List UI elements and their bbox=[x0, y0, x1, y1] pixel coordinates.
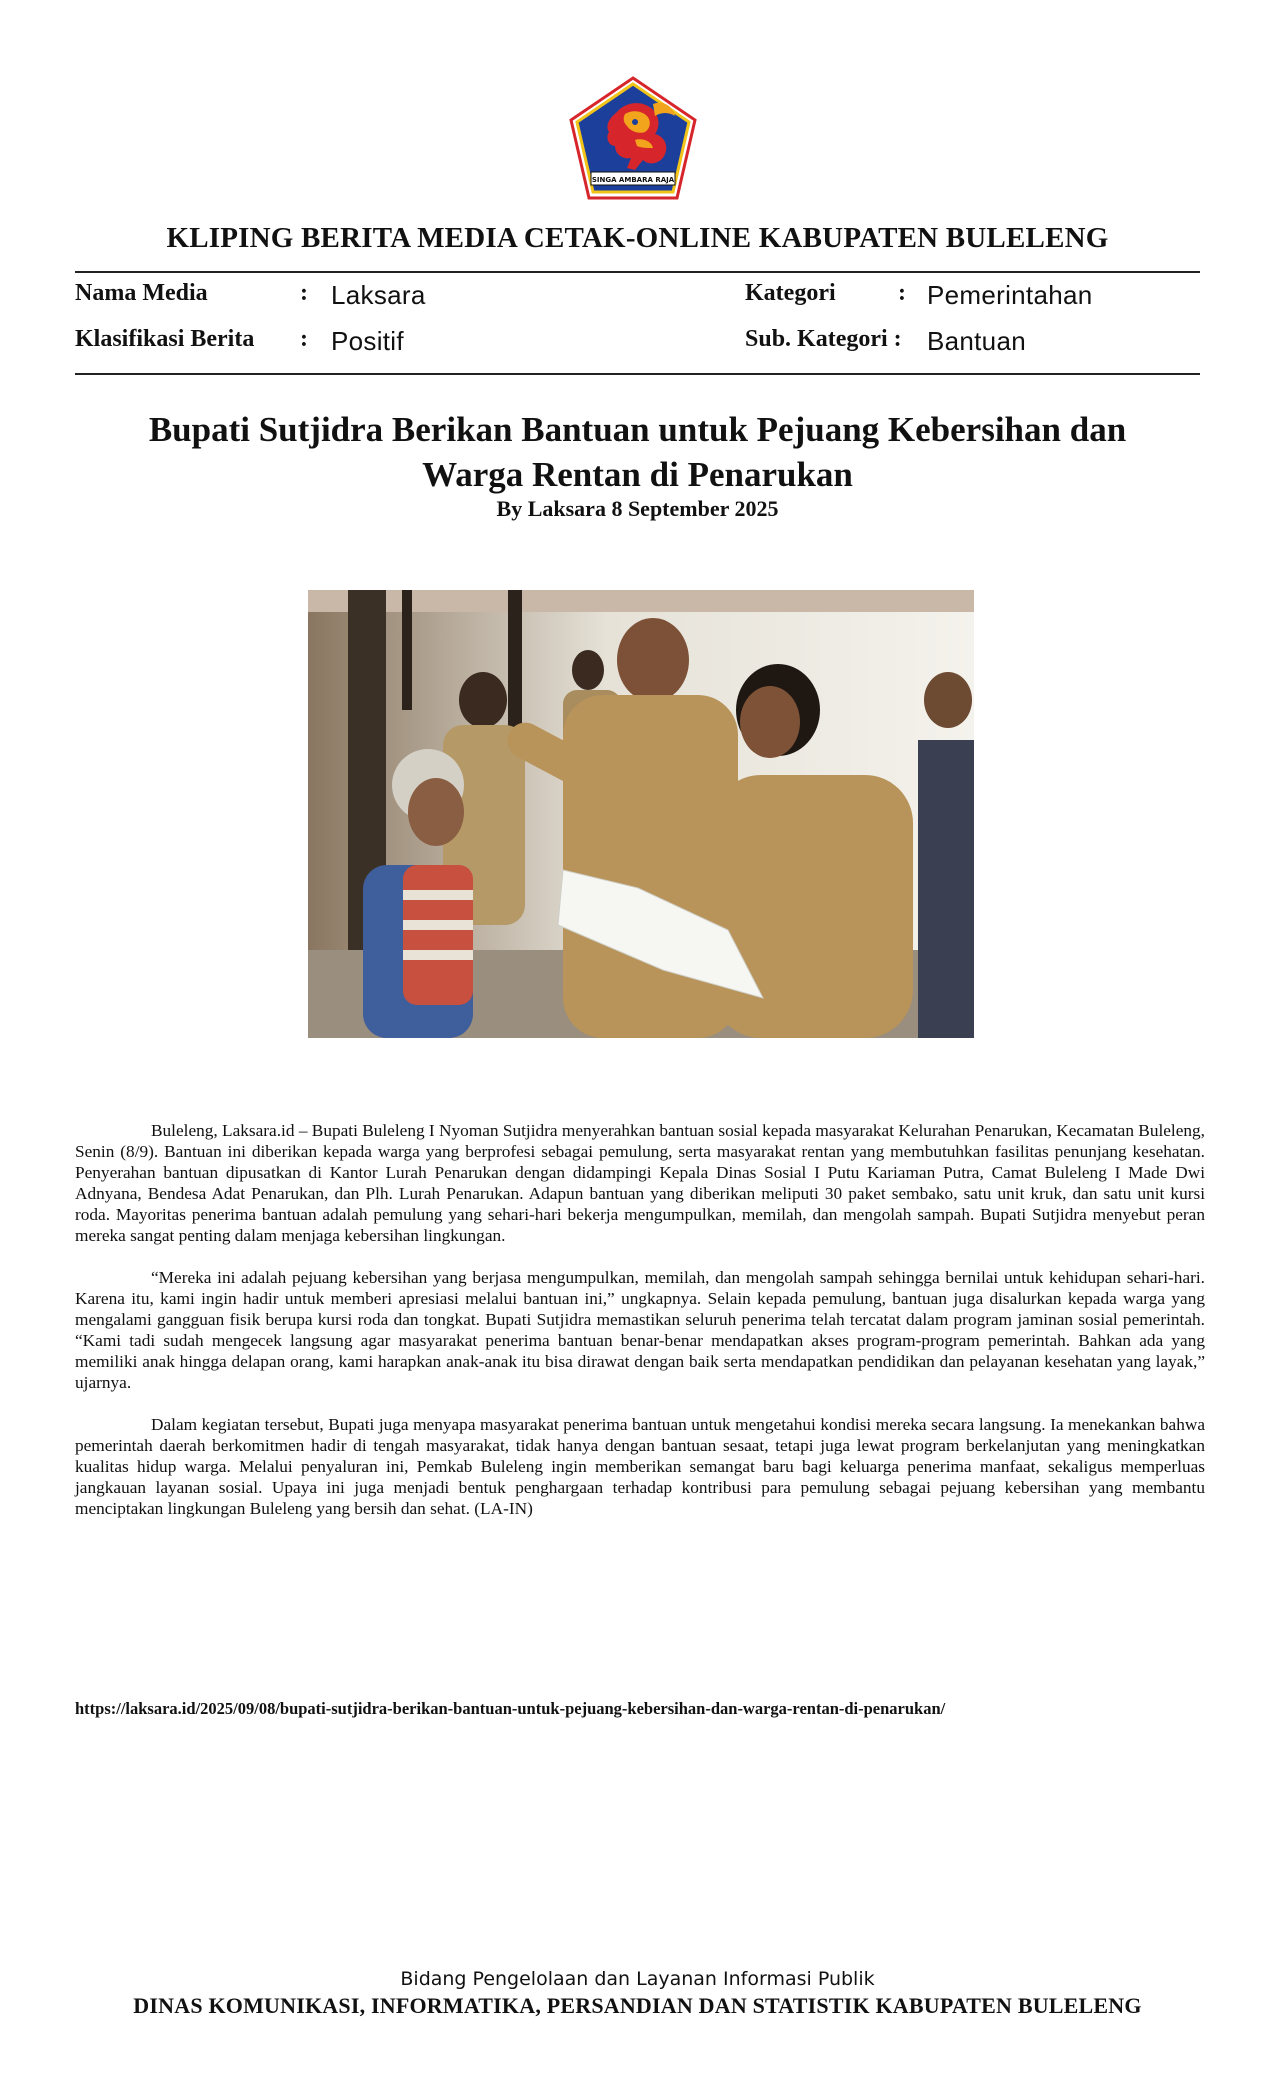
kliping-title: KLIPING BERITA MEDIA CETAK-ONLINE KABUPATEN BULELENG bbox=[166, 222, 1109, 254]
article-body bbox=[75, 1120, 1205, 1540]
klasifikasi-value: Positif bbox=[331, 326, 404, 356]
article-photo bbox=[308, 590, 974, 1038]
article-headline: Bupati Sutjidra Berikan Bantuan untuk Pejuang Kebersihan dan Warga Rentan di Penarukan bbox=[148, 410, 1127, 494]
top-divider bbox=[75, 271, 1200, 273]
article-byline: By Laksara 8 September 2025 bbox=[496, 496, 779, 521]
kategori-colon: : bbox=[898, 280, 906, 306]
footer-agency: DINAS KOMUNIKASI, INFORMATIKA, PERSANDIAN DAN STATISTIK KABUPATEN BULELENG bbox=[133, 1993, 1142, 2018]
klasifikasi-label: Klasifikasi Berita bbox=[75, 326, 255, 352]
meta-row-media bbox=[75, 280, 1200, 316]
buleleng-regency-logo bbox=[565, 74, 701, 202]
media-value: Laksara bbox=[331, 280, 426, 310]
subkategori-value: Bantuan bbox=[927, 326, 1026, 356]
article-paragraph-3: Dalam kegiatan tersebut, Bupati juga menyapa masyarakat penerima bantuan untuk mengetahui kondisi mereka secara langsung. Ia menekankan bahwa pemerintah daerah berkomitmen hadir di tengah masyarakat, tidak hanya dengan bantuan sesaat, tetapi juga lewat program berkelanjutan yang meningkatkan kualitas hidup warga. Melalui penyaluran ini, Pemkab Buleleng ingin memberikan semangat baru bagi keluarga penerima manfaat, sekaligus memperluas jangkauan layanan sosial. Upaya ini juga menjadi bentuk penghargaan terhadap kontribusi para pemulung sebagai pejuang kebersihan yang membantu menciptakan lingkungan Buleleng yang bersih dan sehat. (LA-IN) bbox=[75, 1415, 1205, 1518]
klasifikasi-colon: : bbox=[300, 326, 308, 352]
article-paragraph-2: “Mereka ini adalah pejuang kebersihan yang berjasa mengumpulkan, memilah, dan mengolah sampah sehingga bernilai untuk kehidupan sehari-hari. Karena itu, kami ingin hadir untuk memberi apresiasi melalui bantuan ini,” ungkapnya. Selain kepada pemulung, bantuan juga disalurkan kepada warga yang mengalami gangguan fisik berupa kursi roda dan tongkat. Bupati Sutjidra memastikan seluruh penerima telah tercatat dalam program jaminan sosial pemerintah. “Kami tadi sudah mengecek langsung agar masyarakat penerima bantuan benar-benar mendapatkan akses program-program pemerintah. Bahkan ada yang memiliki anak hingga delapan orang, kami harapkan anak-anak itu bisa dirawat dengan baik serta mendapatkan pendidikan dan pelayanan kesehatan yang layak,” ujarnya. bbox=[75, 1268, 1205, 1392]
subkategori-label: Sub. Kategori : bbox=[745, 326, 902, 352]
media-colon: : bbox=[300, 280, 308, 306]
logo-motto-text: SINGA AMBARA RAJA bbox=[591, 176, 675, 184]
meta-row-klasifikasi bbox=[75, 326, 1200, 362]
kategori-value: Pemerintahan bbox=[927, 280, 1093, 310]
article-paragraph-1: Buleleng, Laksara.id – Bupati Buleleng I Nyoman Sutjidra menyerahkan bantuan sosial kepada masyarakat Kelurahan Penarukan, Kecamatan Buleleng, Senin (8/9). Bantuan ini diberikan kepada warga yang berprofesi sebagai pemulung, serta masyarakat rentan yang membutuhkan fasilitas penunjang kesehatan. Penyerahan bantuan dipusatkan di Kantor Lurah Penarukan dengan didampingi Kepala Dinas Sosial I Putu Kariaman Putra, Camat Buleleng I Made Dwi Adnyana, Bendesa Adat Penarukan, dan Plh. Lurah Penarukan. Adapun bantuan yang diberikan meliputi 30 paket sembako, satu unit kruk, dan satu unit kursi roda. Mayoritas penerima bantuan adalah pemulung yang sehari-hari bekerja mengumpulkan, memilah, dan mengolah sampah. Bupati Sutjidra menyebut peran mereka sangat penting dalam menjaga kebersihan lingkungan. bbox=[75, 1121, 1205, 1245]
media-label: Nama Media bbox=[75, 280, 208, 306]
bottom-divider bbox=[75, 373, 1200, 375]
kategori-label: Kategori bbox=[745, 280, 836, 306]
footer-division: Bidang Pengelolaan dan Layanan Informasi Publik bbox=[400, 1968, 875, 1990]
source-url-link[interactable]: https://laksara.id/2025/09/08/bupati-sutjidra-berikan-bantuan-untuk-pejuang-kebersihan-dan-warga-rentan-di-penarukan/ bbox=[75, 1699, 946, 1718]
